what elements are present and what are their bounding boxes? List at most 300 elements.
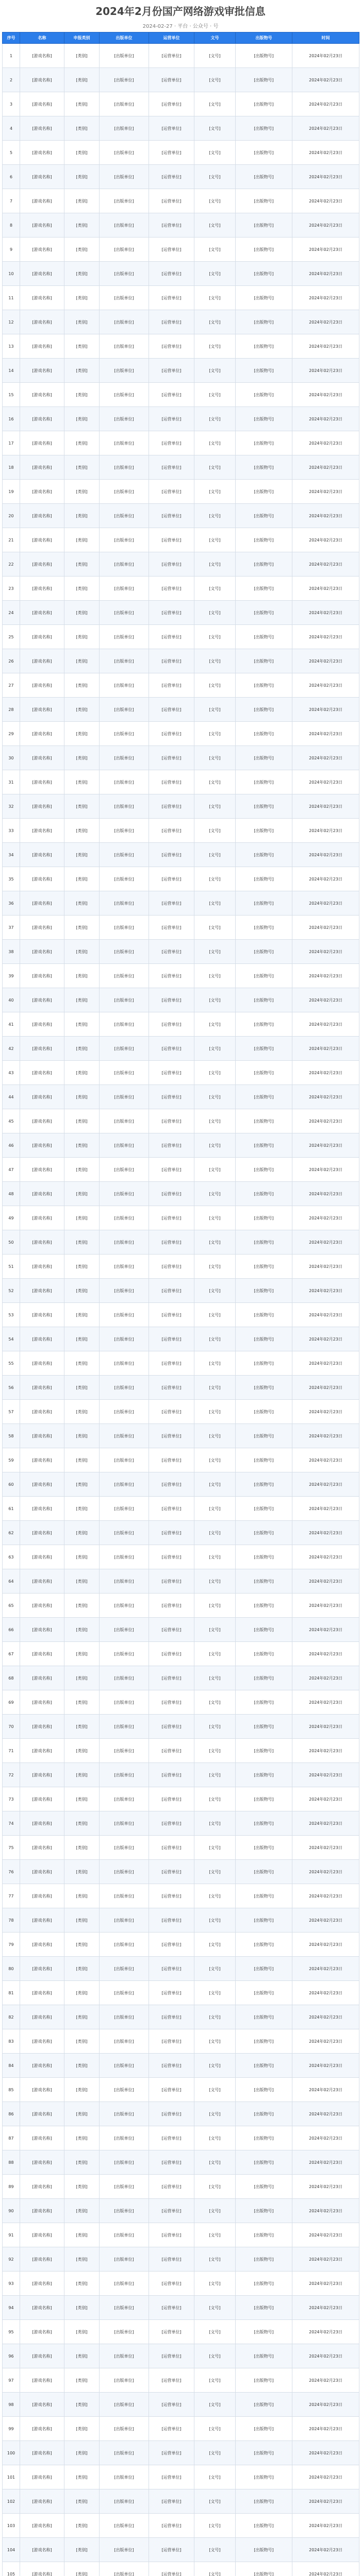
cell-publisher: [出版单位] xyxy=(100,2054,149,2078)
cell-name: [游戏名称] xyxy=(20,1472,64,1497)
cell-isbn: [出版物号] xyxy=(236,407,292,431)
cell-category: [类别] xyxy=(64,2102,100,2126)
cell-index: 101 xyxy=(3,2465,20,2489)
cell-name: [游戏名称] xyxy=(20,625,64,649)
cell-index: 103 xyxy=(3,2514,20,2538)
cell-date: 2024年02月23日 xyxy=(292,940,359,964)
cell-date: 2024年02月23日 xyxy=(292,1061,359,1085)
table-row xyxy=(3,1327,359,1351)
cell-approval-no: [文号] xyxy=(194,1351,236,1376)
cell-approval-no: [文号] xyxy=(194,552,236,577)
cell-operator: [运营单位] xyxy=(149,649,194,673)
cell-index: 19 xyxy=(3,480,20,504)
table-row xyxy=(3,1061,359,1085)
cell-category: [类别] xyxy=(64,1424,100,1448)
table-row xyxy=(3,1787,359,1811)
cell-isbn: [出版物号] xyxy=(236,988,292,1012)
cell-operator: [运营单位] xyxy=(149,1061,194,1085)
cell-isbn: [出版物号] xyxy=(236,2465,292,2489)
cell-date: 2024年02月23日 xyxy=(292,577,359,601)
cell-operator: [运营单位] xyxy=(149,1811,194,1836)
table-row xyxy=(3,1085,359,1109)
table-row xyxy=(3,673,359,698)
cell-index: 3 xyxy=(3,92,20,116)
cell-approval-no: [文号] xyxy=(194,1884,236,1908)
cell-approval-no: [文号] xyxy=(194,1957,236,1981)
cell-approval-no: [文号] xyxy=(194,2296,236,2320)
table-row xyxy=(3,2368,359,2393)
cell-category: [类别] xyxy=(64,1255,100,1279)
cell-isbn: [出版物号] xyxy=(236,1351,292,1376)
cell-publisher: [出版单位] xyxy=(100,2247,149,2272)
cell-date: 2024年02月23日 xyxy=(292,2368,359,2393)
cell-category: [类别] xyxy=(64,1957,100,1981)
cell-operator: [运营单位] xyxy=(149,92,194,116)
cell-name: [游戏名称] xyxy=(20,819,64,843)
cell-category: [类别] xyxy=(64,165,100,189)
cell-publisher: [出版单位] xyxy=(100,794,149,819)
cell-approval-no: [文号] xyxy=(194,2393,236,2417)
table-row xyxy=(3,2441,359,2465)
table-row xyxy=(3,141,359,165)
cell-approval-no: [文号] xyxy=(194,1400,236,1424)
cell-operator: [运营单位] xyxy=(149,1472,194,1497)
cell-name: [游戏名称] xyxy=(20,1860,64,1884)
cell-publisher: [出版单位] xyxy=(100,1327,149,1351)
cell-approval-no: [文号] xyxy=(194,334,236,359)
cell-publisher: [出版单位] xyxy=(100,746,149,770)
cell-name: [游戏名称] xyxy=(20,746,64,770)
cell-category: [类别] xyxy=(64,2005,100,2029)
cell-publisher: [出版单位] xyxy=(100,577,149,601)
cell-operator: [运营单位] xyxy=(149,504,194,528)
cell-index: 18 xyxy=(3,455,20,480)
cell-category: [类别] xyxy=(64,2054,100,2078)
cell-operator: [运营单位] xyxy=(149,2005,194,2029)
cell-publisher: [出版单位] xyxy=(100,2344,149,2368)
cell-isbn: [出版物号] xyxy=(236,1545,292,1569)
table-body xyxy=(3,44,359,2576)
cell-approval-no: [文号] xyxy=(194,1521,236,1545)
table-row xyxy=(3,891,359,916)
cell-index: 26 xyxy=(3,649,20,673)
table-row xyxy=(3,722,359,746)
cell-operator: [运营单位] xyxy=(149,2538,194,2562)
cell-date: 2024年02月23日 xyxy=(292,601,359,625)
cell-isbn: [出版物号] xyxy=(236,1763,292,1787)
table-row xyxy=(3,68,359,92)
cell-approval-no: [文号] xyxy=(194,1327,236,1351)
cell-category: [类别] xyxy=(64,1908,100,1933)
cell-name: [游戏名称] xyxy=(20,44,64,68)
cell-publisher: [出版单位] xyxy=(100,1230,149,1255)
cell-publisher: [出版单位] xyxy=(100,1012,149,1037)
cell-name: [游戏名称] xyxy=(20,2441,64,2465)
cell-operator: [运营单位] xyxy=(149,2465,194,2489)
cell-index: 97 xyxy=(3,2368,20,2393)
table-row xyxy=(3,843,359,867)
cell-approval-no: [文号] xyxy=(194,2223,236,2247)
cell-category: [类别] xyxy=(64,1303,100,1327)
table-row xyxy=(3,2223,359,2247)
cell-name: [游戏名称] xyxy=(20,552,64,577)
cell-category: [类别] xyxy=(64,552,100,577)
cell-category: [类别] xyxy=(64,2150,100,2175)
cell-publisher: [出版单位] xyxy=(100,213,149,238)
cell-index: 100 xyxy=(3,2441,20,2465)
table-row xyxy=(3,1957,359,1981)
cell-index: 35 xyxy=(3,867,20,891)
cell-index: 70 xyxy=(3,1715,20,1739)
cell-operator: [运营单位] xyxy=(149,2247,194,2272)
cell-index: 57 xyxy=(3,1400,20,1424)
table-row xyxy=(3,1303,359,1327)
cell-isbn: [出版物号] xyxy=(236,819,292,843)
cell-approval-no: [文号] xyxy=(194,286,236,310)
cell-approval-no: [文号] xyxy=(194,504,236,528)
cell-approval-no: [文号] xyxy=(194,746,236,770)
table-row xyxy=(3,189,359,213)
cell-isbn: [出版物号] xyxy=(236,1690,292,1715)
table-row xyxy=(3,2465,359,2489)
cell-operator: [运营单位] xyxy=(149,213,194,238)
cell-category: [类别] xyxy=(64,1763,100,1787)
table-row xyxy=(3,1497,359,1521)
cell-approval-no: [文号] xyxy=(194,1206,236,1230)
cell-isbn: [出版物号] xyxy=(236,1569,292,1594)
cell-name: [游戏名称] xyxy=(20,2562,64,2576)
table-row xyxy=(3,359,359,383)
cell-isbn: [出版物号] xyxy=(236,189,292,213)
cell-date: 2024年02月23日 xyxy=(292,1327,359,1351)
cell-index: 104 xyxy=(3,2538,20,2562)
cell-publisher: [出版单位] xyxy=(100,1351,149,1376)
table-row xyxy=(3,1860,359,1884)
cell-operator: [运营单位] xyxy=(149,1133,194,1158)
cell-name: [游戏名称] xyxy=(20,2199,64,2223)
cell-name: [游戏名称] xyxy=(20,1279,64,1303)
cell-operator: [运营单位] xyxy=(149,1327,194,1351)
cell-operator: [运营单位] xyxy=(149,2417,194,2441)
cell-approval-no: [文号] xyxy=(194,1133,236,1158)
cell-category: [类别] xyxy=(64,2514,100,2538)
cell-name: [游戏名称] xyxy=(20,1133,64,1158)
cell-date: 2024年02月23日 xyxy=(292,2029,359,2054)
cell-publisher: [出版单位] xyxy=(100,1133,149,1158)
cell-operator: [运营单位] xyxy=(149,2296,194,2320)
cell-index: 79 xyxy=(3,1933,20,1957)
cell-category: [类别] xyxy=(64,722,100,746)
cell-approval-no: [文号] xyxy=(194,940,236,964)
cell-operator: [运营单位] xyxy=(149,2029,194,2054)
cell-publisher: [出版单位] xyxy=(100,649,149,673)
cell-isbn: [出版物号] xyxy=(236,238,292,262)
cell-approval-no: [文号] xyxy=(194,1715,236,1739)
cell-name: [游戏名称] xyxy=(20,68,64,92)
cell-approval-no: [文号] xyxy=(194,577,236,601)
cell-category: [类别] xyxy=(64,649,100,673)
cell-publisher: [出版单位] xyxy=(100,988,149,1012)
cell-operator: [运营单位] xyxy=(149,988,194,1012)
cell-isbn: [出版物号] xyxy=(236,165,292,189)
page-header xyxy=(2,0,359,32)
cell-approval-no: [文号] xyxy=(194,1255,236,1279)
cell-date: 2024年02月23日 xyxy=(292,649,359,673)
cell-category: [类别] xyxy=(64,1569,100,1594)
cell-operator: [运营单位] xyxy=(149,2320,194,2344)
cell-isbn: [出版物号] xyxy=(236,891,292,916)
cell-date: 2024年02月23日 xyxy=(292,2393,359,2417)
cell-approval-no: [文号] xyxy=(194,116,236,141)
cell-category: [类别] xyxy=(64,213,100,238)
cell-operator: [运营单位] xyxy=(149,44,194,68)
cell-date: 2024年02月23日 xyxy=(292,141,359,165)
cell-publisher: [出版单位] xyxy=(100,1109,149,1133)
cell-name: [游戏名称] xyxy=(20,1521,64,1545)
cell-approval-no: [文号] xyxy=(194,1981,236,2005)
table-row xyxy=(3,2514,359,2538)
cell-name: [游戏名称] xyxy=(20,1787,64,1811)
cell-date: 2024年02月23日 xyxy=(292,1690,359,1715)
cell-publisher: [出版单位] xyxy=(100,455,149,480)
cell-operator: [运营单位] xyxy=(149,141,194,165)
cell-category: [类别] xyxy=(64,1085,100,1109)
table-row xyxy=(3,2150,359,2175)
cell-name: [游戏名称] xyxy=(20,383,64,407)
cell-date: 2024年02月23日 xyxy=(292,1133,359,1158)
cell-date: 2024年02月23日 xyxy=(292,1230,359,1255)
cell-isbn: [出版物号] xyxy=(236,2272,292,2296)
cell-publisher: [出版单位] xyxy=(100,1666,149,1690)
cell-isbn: [出版物号] xyxy=(236,1255,292,1279)
cell-publisher: [出版单位] xyxy=(100,1642,149,1666)
cell-operator: [运营单位] xyxy=(149,1158,194,1182)
cell-name: [游戏名称] xyxy=(20,455,64,480)
column-header-index: 序号 xyxy=(3,32,20,44)
cell-index: 53 xyxy=(3,1303,20,1327)
cell-date: 2024年02月23日 xyxy=(292,794,359,819)
cell-category: [类别] xyxy=(64,1206,100,1230)
cell-date: 2024年02月23日 xyxy=(292,2078,359,2102)
cell-operator: [运营单位] xyxy=(149,625,194,649)
cell-index: 52 xyxy=(3,1279,20,1303)
cell-operator: [运营单位] xyxy=(149,891,194,916)
cell-publisher: [出版单位] xyxy=(100,1569,149,1594)
table-row xyxy=(3,334,359,359)
table-row xyxy=(3,1279,359,1303)
cell-isbn: [出版物号] xyxy=(236,2029,292,2054)
table-row xyxy=(3,552,359,577)
table-row xyxy=(3,1884,359,1908)
cell-category: [类别] xyxy=(64,2393,100,2417)
cell-name: [游戏名称] xyxy=(20,2126,64,2150)
cell-category: [类别] xyxy=(64,1787,100,1811)
table-row xyxy=(3,819,359,843)
cell-date: 2024年02月23日 xyxy=(292,1303,359,1327)
cell-date: 2024年02月23日 xyxy=(292,44,359,68)
cell-isbn: [出版物号] xyxy=(236,1109,292,1133)
cell-publisher: [出版单位] xyxy=(100,165,149,189)
table-row xyxy=(3,1908,359,1933)
cell-index: 2 xyxy=(3,68,20,92)
cell-approval-no: [文号] xyxy=(194,2441,236,2465)
cell-name: [游戏名称] xyxy=(20,1351,64,1376)
cell-isbn: [出版物号] xyxy=(236,68,292,92)
cell-date: 2024年02月23日 xyxy=(292,1666,359,1690)
cell-index: 24 xyxy=(3,601,20,625)
table-header xyxy=(3,32,359,44)
cell-name: [游戏名称] xyxy=(20,601,64,625)
cell-publisher: [出版单位] xyxy=(100,1690,149,1715)
cell-operator: [运营单位] xyxy=(149,359,194,383)
cell-date: 2024年02月23日 xyxy=(292,1497,359,1521)
cell-operator: [运营单位] xyxy=(149,1230,194,1255)
cell-approval-no: [文号] xyxy=(194,625,236,649)
cell-date: 2024年02月23日 xyxy=(292,2538,359,2562)
cell-publisher: [出版单位] xyxy=(100,2514,149,2538)
cell-category: [类别] xyxy=(64,794,100,819)
cell-category: [类别] xyxy=(64,141,100,165)
cell-approval-no: [文号] xyxy=(194,165,236,189)
cell-isbn: [出版物号] xyxy=(236,1424,292,1448)
cell-date: 2024年02月23日 xyxy=(292,334,359,359)
cell-name: [游戏名称] xyxy=(20,238,64,262)
cell-approval-no: [文号] xyxy=(194,2514,236,2538)
cell-date: 2024年02月23日 xyxy=(292,116,359,141)
table-row xyxy=(3,1351,359,1376)
cell-isbn: [出版物号] xyxy=(236,2078,292,2102)
cell-operator: [运营单位] xyxy=(149,1860,194,1884)
cell-approval-no: [文号] xyxy=(194,916,236,940)
table-row xyxy=(3,1012,359,1037)
cell-date: 2024年02月23日 xyxy=(292,2344,359,2368)
cell-operator: [运营单位] xyxy=(149,2054,194,2078)
cell-index: 49 xyxy=(3,1206,20,1230)
cell-approval-no: [文号] xyxy=(194,1908,236,1933)
table-row xyxy=(3,1448,359,1472)
cell-operator: [运营单位] xyxy=(149,383,194,407)
cell-date: 2024年02月23日 xyxy=(292,2272,359,2296)
cell-operator: [运营单位] xyxy=(149,2393,194,2417)
cell-date: 2024年02月23日 xyxy=(292,552,359,577)
cell-name: [游戏名称] xyxy=(20,310,64,334)
column-header-publisher: 出版单位 xyxy=(100,32,149,44)
cell-approval-no: [文号] xyxy=(194,480,236,504)
cell-publisher: [出版单位] xyxy=(100,1303,149,1327)
cell-publisher: [出版单位] xyxy=(100,1618,149,1642)
cell-publisher: [出版单位] xyxy=(100,68,149,92)
cell-index: 22 xyxy=(3,552,20,577)
cell-date: 2024年02月23日 xyxy=(292,2102,359,2126)
cell-name: [游戏名称] xyxy=(20,2175,64,2199)
cell-approval-no: [文号] xyxy=(194,2005,236,2029)
cell-isbn: [出版物号] xyxy=(236,455,292,480)
cell-operator: [运营单位] xyxy=(149,528,194,552)
cell-category: [类别] xyxy=(64,1521,100,1545)
cell-operator: [运营单位] xyxy=(149,940,194,964)
cell-operator: [运营单位] xyxy=(149,867,194,891)
column-header-operator: 运营单位 xyxy=(149,32,194,44)
cell-approval-no: [文号] xyxy=(194,528,236,552)
cell-date: 2024年02月23日 xyxy=(292,2320,359,2344)
cell-isbn: [出版物号] xyxy=(236,213,292,238)
cell-operator: [运营单位] xyxy=(149,1085,194,1109)
cell-index: 21 xyxy=(3,528,20,552)
cell-name: [游戏名称] xyxy=(20,2320,64,2344)
cell-publisher: [出版单位] xyxy=(100,819,149,843)
cell-isbn: [出版物号] xyxy=(236,44,292,68)
table-row xyxy=(3,286,359,310)
cell-date: 2024年02月23日 xyxy=(292,2514,359,2538)
cell-category: [类别] xyxy=(64,1618,100,1642)
cell-category: [类别] xyxy=(64,1327,100,1351)
cell-date: 2024年02月23日 xyxy=(292,431,359,455)
table-row xyxy=(3,1981,359,2005)
cell-date: 2024年02月23日 xyxy=(292,68,359,92)
cell-index: 12 xyxy=(3,310,20,334)
cell-approval-no: [文号] xyxy=(194,2199,236,2223)
table-row xyxy=(3,1400,359,1424)
cell-name: [游戏名称] xyxy=(20,2150,64,2175)
cell-operator: [运营单位] xyxy=(149,1739,194,1763)
cell-index: 105 xyxy=(3,2562,20,2576)
cell-publisher: [出版单位] xyxy=(100,1206,149,1230)
cell-index: 23 xyxy=(3,577,20,601)
table-row xyxy=(3,1763,359,1787)
cell-approval-no: [文号] xyxy=(194,2078,236,2102)
cell-isbn: [出版物号] xyxy=(236,673,292,698)
cell-index: 47 xyxy=(3,1158,20,1182)
cell-index: 40 xyxy=(3,988,20,1012)
cell-index: 50 xyxy=(3,1230,20,1255)
table-row xyxy=(3,2199,359,2223)
cell-date: 2024年02月23日 xyxy=(292,504,359,528)
cell-date: 2024年02月23日 xyxy=(292,1836,359,1860)
table-row xyxy=(3,698,359,722)
cell-category: [类别] xyxy=(64,1182,100,1206)
cell-publisher: [出版单位] xyxy=(100,1255,149,1279)
cell-approval-no: [文号] xyxy=(194,1933,236,1957)
cell-date: 2024年02月23日 xyxy=(292,165,359,189)
cell-name: [游戏名称] xyxy=(20,286,64,310)
cell-date: 2024年02月23日 xyxy=(292,1448,359,1472)
cell-approval-no: [文号] xyxy=(194,698,236,722)
cell-publisher: [出版单位] xyxy=(100,2199,149,2223)
cell-date: 2024年02月23日 xyxy=(292,480,359,504)
table-row xyxy=(3,746,359,770)
cell-isbn: [出版物号] xyxy=(236,964,292,988)
cell-name: [游戏名称] xyxy=(20,2005,64,2029)
cell-approval-no: [文号] xyxy=(194,2175,236,2199)
cell-name: [游戏名称] xyxy=(20,92,64,116)
cell-isbn: [出版物号] xyxy=(236,746,292,770)
cell-publisher: [出版单位] xyxy=(100,262,149,286)
cell-index: 27 xyxy=(3,673,20,698)
cell-operator: [运营单位] xyxy=(149,68,194,92)
cell-name: [游戏名称] xyxy=(20,1811,64,1836)
cell-name: [游戏名称] xyxy=(20,1569,64,1594)
cell-publisher: [出版单位] xyxy=(100,1279,149,1303)
cell-index: 1 xyxy=(3,44,20,68)
cell-category: [类别] xyxy=(64,1472,100,1497)
cell-category: [类别] xyxy=(64,1230,100,1255)
cell-publisher: [出版单位] xyxy=(100,2126,149,2150)
cell-operator: [运营单位] xyxy=(149,1424,194,1448)
cell-approval-no: [文号] xyxy=(194,843,236,867)
cell-name: [游戏名称] xyxy=(20,1158,64,1182)
cell-isbn: [出版物号] xyxy=(236,1158,292,1182)
cell-category: [类别] xyxy=(64,407,100,431)
